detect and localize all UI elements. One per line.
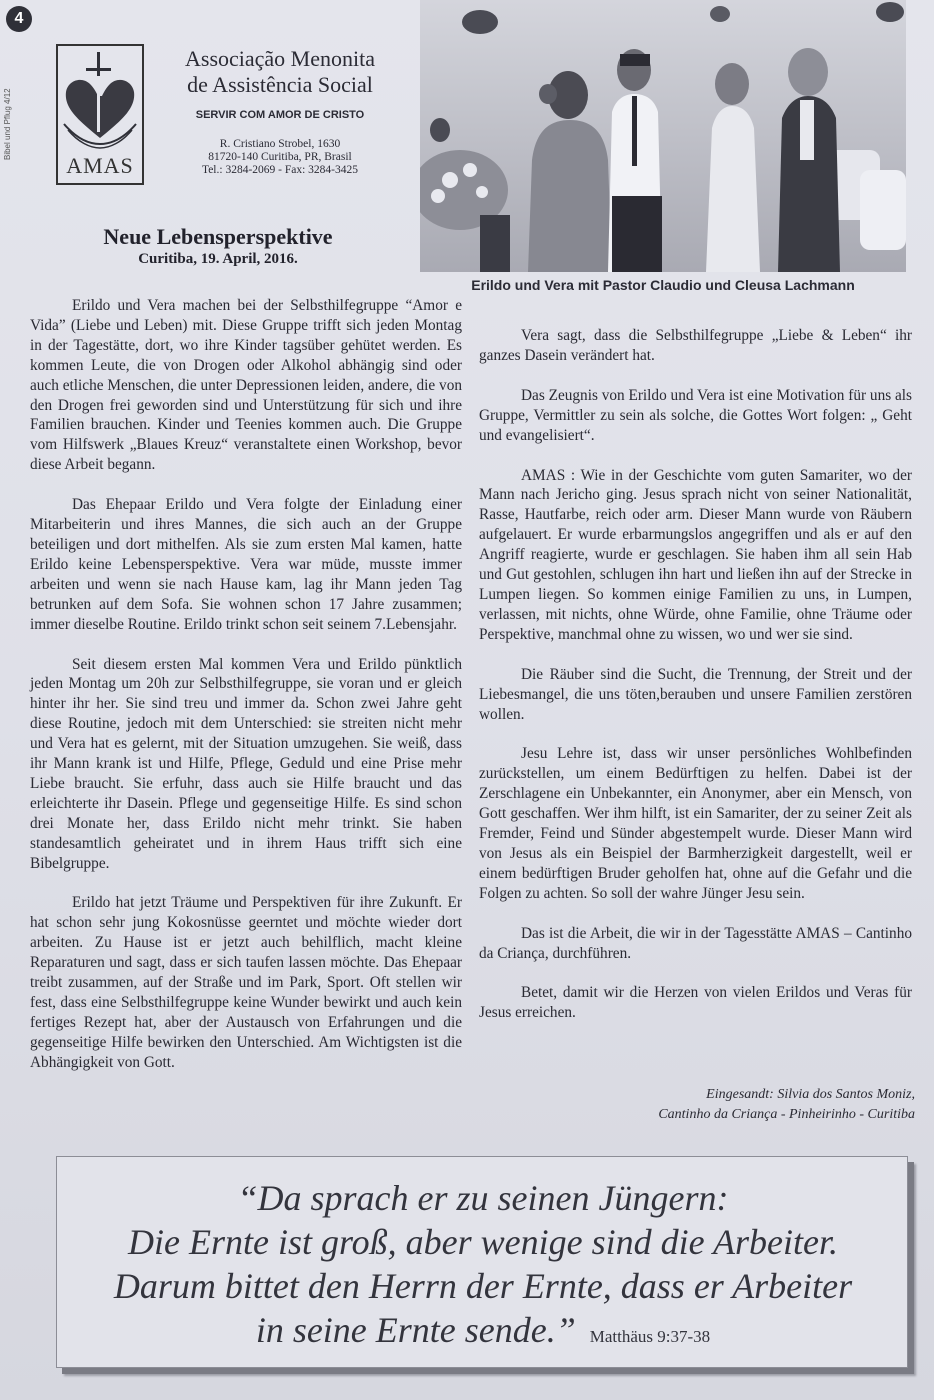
organization-name-line2: de Assistência Social [187,72,373,97]
group-photo-image [420,0,906,272]
quote-line-4-wrapper [57,1309,909,1351]
paragraph: Betet, damit wir die Herzen von vielen Erildos und Veras für Jesus erreichen. [479,984,912,1022]
article-dateline: Curitiba, 19. April, 2016. [138,251,298,267]
organization-name [150,46,410,98]
quote-reference: Matthäus 9:37-38 [589,1327,711,1346]
group-photo [420,0,906,272]
paragraph: Vera sagt, dass die Selbsthilfegruppe „Liebe & Leben“ ihr ganzes Dasein verändert hat. [479,327,912,364]
signoff-place: Cantinho da Criança - Pinheirinho - Curitiba [658,1107,915,1122]
address-phone: Tel.: 3284-2069 - Fax: 3284-3425 [201,164,359,176]
paragraph: Das ist die Arbeit, die wir in der Tagesstätte AMAS – Cantinho da Criança, durchführen. [479,924,912,962]
quote-line-1: “Da sprach er zu seinen Jüngern: [237,1178,729,1218]
signoff-author: Eingesandt: Silvia dos Santos Moniz, [706,1087,915,1102]
organization-name-line1: Associação Menonita [185,46,375,71]
article-signoff [560,1085,915,1125]
address-street: R. Cristiano Strobel, 1630 [219,138,341,150]
paragraph: Jesu Lehre ist, dass wir unser persönliches Wohlbefinden zurückstellen, um einem Bedürftigen zu helfen. Dabei ist der Zerschlagene ein Unbekannter, ein Anonymer, aber ein Mensch, von Gott geschaffen. Wer ihm hilft, ist ein Samariter, der zu seiner Zeit als Fremder, Feind und Sünder abgestempelt wurde. Dieser Mann wird von Jesus als ein Beispiel der Barmherzigkeit dargestellt, weil er einem bedürftigen Bruder geholfen hat, ohne auf die Gefahr und die Folgen zu achten. So soll der wahre Jünger Jesu sein. [479,745,912,902]
right-column [479,326,912,1043]
quote-line-4: in seine Ernte sende.” [255,1310,576,1350]
quote-line-3: Darum bittet den Herrn der Ernte, dass er Arbeiter [113,1266,853,1306]
paragraph: Erildo und Vera machen bei der Selbsthilfegruppe “Amor e Vida” (Liebe und Leben) mit. Diese Gruppe trifft sich jeden Montag in der Tagestätte, dort, wo ihre Kinder tagsüber gehütet werden. Es kommen Leute, die von Drogen oder Alkohol abhängig sind oder auch etliche Menschen, die unter Depressionen leiden, andere, die von den Drogen frei geworden sind und Unterstützung für sich und ihre Familien brauchen. Kinder und Teenies kommen auch. Die Gruppe vom Hilfswerk „Blaues Kreuz“ veranstaltete einen Workshop, bevor diese Arbeit begann. [30,297,462,474]
cross-heart-hands-icon [58,46,142,156]
side-margin-text: Bibel und Pflug 4/12 [3,88,12,160]
page-number-badge: 4 [6,6,32,32]
paragraph: Das Ehepaar Erildo und Vera folgte der Einladung einer Mitarbeiterin und ihres Mannes, die sich auch an der Gruppe beteiligen und dort mithelfen. Als sie zum ersten Mal kamen, hatte Erildo keine Lebensperspektive. Vera war müde, musste immer arbeiten und wenn sie nach Hause kam, lag ihr Mann jeden Tag betrunken auf dem Sofa. Sie wohnen schon 17 Jahre zusammen; immer dieselbe Routine. Erildo trinkt schon seit seinem 7.Lebensjahr. [30,496,462,633]
amas-logo [56,44,144,185]
photo-caption: Erildo und Vera mit Pastor Claudio und Cleusa Lachmann [471,277,855,293]
bible-quote-box [56,1156,908,1368]
paragraph: Erildo hat jetzt Träume und Perspektiven für ihre Zukunft. Er hat schon sehr jung Kokosnüsse geerntet und möchte wieder dort arbeiten. Zu Hause ist er jetzt auch behilflich, macht kleine Reparaturen und sagt, dass er sich taufen lassen möchte. Das Ehepaar treibt zusammen, auf der Straße und im Park, Sport. Oft stellen wir fest, dass eine Selbsthilfegruppe keine Wunder bewirkt und auch kein fertiges Rezept hat, aber der Austausch von Erfahrungen und die gegenseitige Hilfe bewirken den Unterschied. Am Wichtigsten ist die Abhängigkeit von Gott. [30,894,462,1071]
paragraph: Seit diesem ersten Mal kommen Vera und Erildo pünktlich jeden Montag um 20h zur Selbsthilfegruppe, sie voran und er gleich hinter ihr her. Sie sind treu und immer da. Schon zwei Jahre geht diese Routine, jedoch mit dem Unterschied: sie streiten nicht mehr und Vera hat es gelernt, mit der Situation umzugehen. Sie weiß, dass ihr Mann krank ist und Hilfe, Pflege, Geduld und eine Prise mehr Liebe braucht. Sie erfuhr, dass auch sie Hilfe braucht und das erleichterte ihr Dasein. Pflege und gegenseitige Hilfe. Es sind schon drei Monate her, dass Erildo nicht mehr trinkt. Sie haben standesamtlich geheiratet und in ihrem Haus trifft sich eine Bibelgruppe. [30,655,462,872]
address-city: 81720-140 Curitiba, PR, Brasil [208,151,352,163]
organization-motto: SERVIR COM AMOR DE CRISTO [195,109,365,121]
article-title: Neue Lebensperspektive [103,224,333,249]
quote-line-2: Die Ernte ist groß, aber wenige sind die Arbeiter. [128,1222,838,1262]
left-column [30,296,462,1093]
logo-text: AMAS [66,153,134,178]
paragraph: Die Räuber sind die Sucht, die Trennung, der Streit und der Liebesmangel, die uns töten,berauben und unsere Familien zerstören wollen. [479,665,912,723]
paragraph: Das Zeugnis von Erildo und Vera ist eine Motivation für uns als Gruppe, Vermittler zu sein als solche, die Gottes Wort folgen: „ Geht und evangelisiert“. [479,386,913,444]
paragraph: AMAS : Wie in der Geschichte vom guten Samariter, wo der Mann nach Jericho ging. Jesus sprach nicht von seiner Nationalität, Rasse, Hautfarbe, reich oder arm. Dieser Mann wurde von Räubern aufgelauert. Er wurde erbarmungslos angegriffen und als er auf den Angriff reagierte, wurde er geschlagen. Sie haben ihm all sein Hab und Gut gestohlen, schlugen ihn hart und ließen ihn auf der Strecke in Lumpen liegen. So kommen einige Familien zu uns, in Lumpen, verlassen, mit nichts, ohne Würde, ohne Familie, ohne Träume oder Perspektive, manchmal ohne zu wissen, wo und wer sie sind. [479,466,912,643]
organization-address [150,138,410,177]
